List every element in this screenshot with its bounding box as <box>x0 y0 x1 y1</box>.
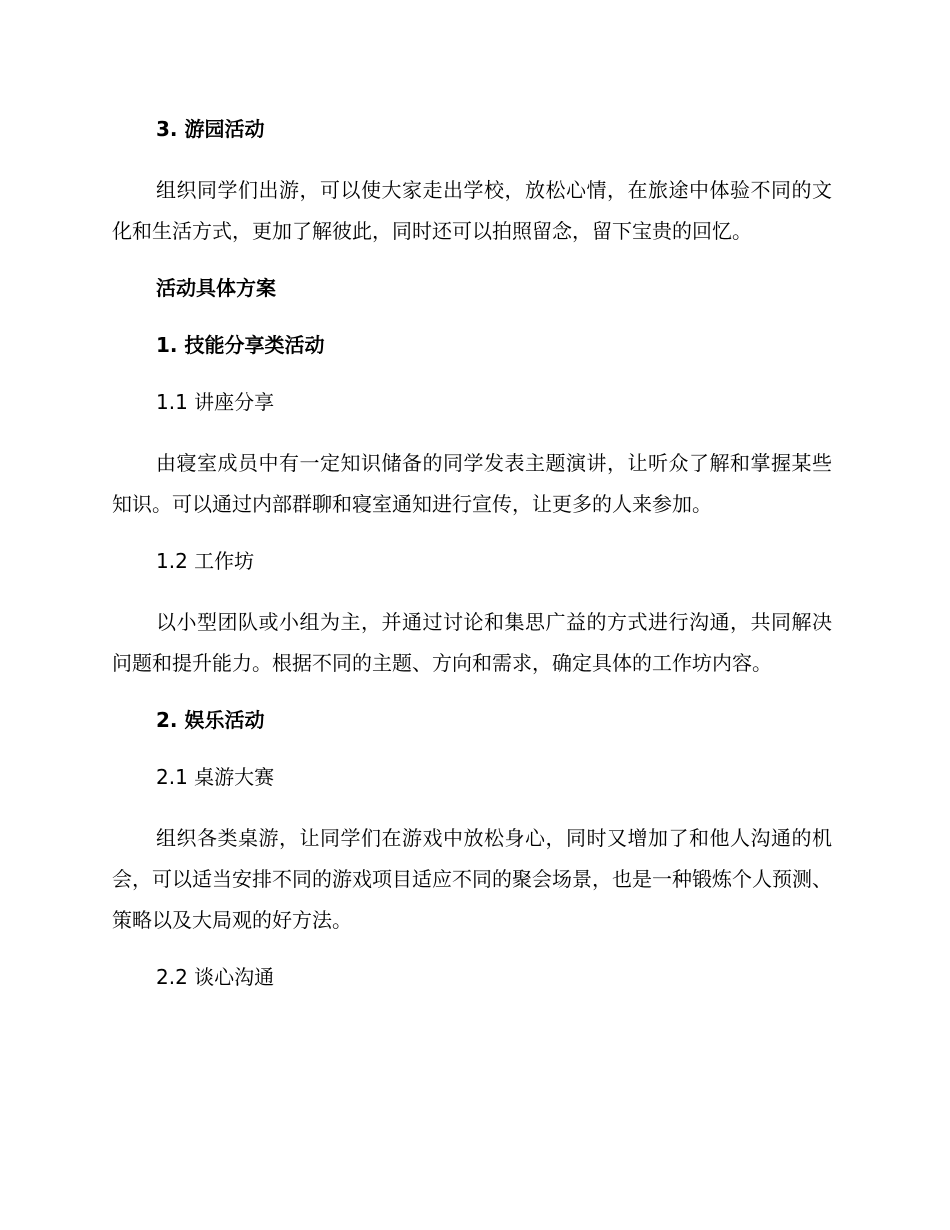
paragraph-tour: 组织同学们出游，可以使大家走出学校，放松心情，在旅途中体验不同的文化和生活方式，更加了解彼此，同时还可以拍照留念，留下宝贵的回忆。 <box>112 178 832 243</box>
paragraph-lecture: 由寝室成员中有一定知识储备的同学发表主题演讲，让听众了解和掌握某些知识。可以通过内部群聊和寝室通知进行宣传，让更多的人来参加。 <box>112 451 832 516</box>
subheading-workshop: 1.2 工作坊 <box>156 549 255 573</box>
section-heading-plan: 活动具体方案 <box>156 276 276 300</box>
subheading-board-games: 2.1 桌游大赛 <box>156 765 275 789</box>
section-heading-tour: 3. 游园活动 <box>156 117 265 141</box>
section-heading-skill-sharing: 1. 技能分享类活动 <box>156 333 325 357</box>
paragraph-board-games: 组织各类桌游，让同学们在游戏中放松身心，同时又增加了和他人沟通的机会，可以适当安排不同的游戏项目适应不同的聚会场景，也是一种锻炼个人预测、策略以及大局观的好方法。 <box>112 826 832 932</box>
document-body <box>112 113 832 1018</box>
paragraph-workshop: 以小型团队或小组为主，并通过讨论和集思广益的方式进行沟通，共同解决问题和提升能力。根据不同的主题、方向和需求，确定具体的工作坊内容。 <box>112 610 832 675</box>
subheading-heart-to-heart: 2.2 谈心沟通 <box>156 965 275 989</box>
subheading-lecture: 1.1 讲座分享 <box>156 390 275 414</box>
section-heading-entertainment: 2. 娱乐活动 <box>156 708 265 732</box>
